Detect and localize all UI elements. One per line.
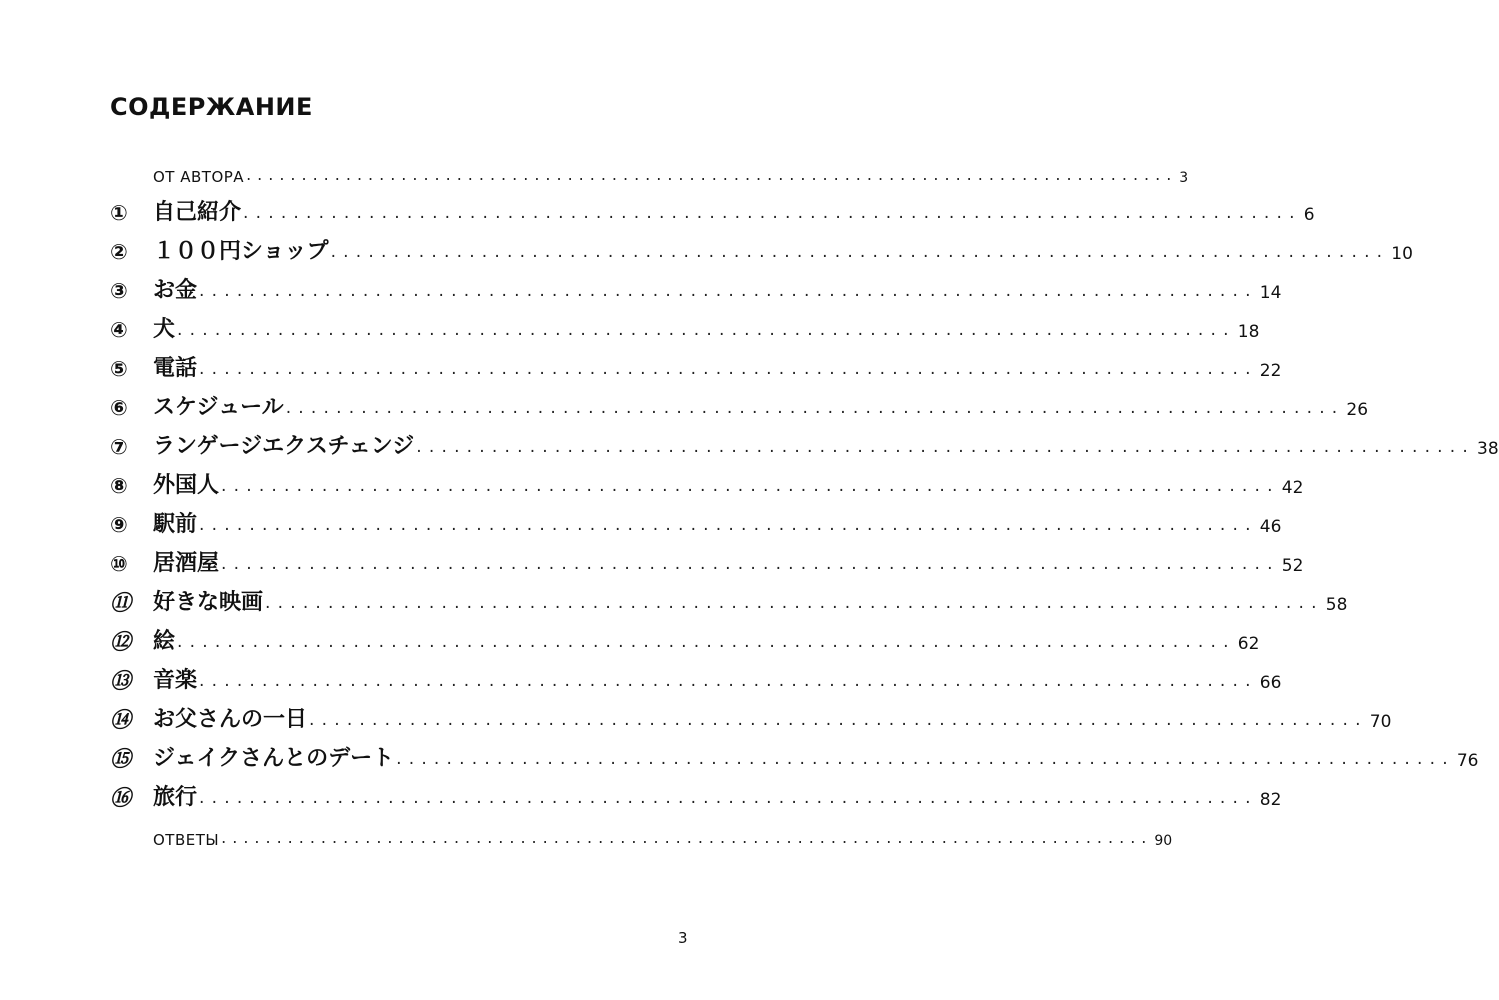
entry-title: 居酒屋: [153, 551, 220, 576]
dot-leader: ....................................................................................: [221, 828, 1153, 847]
entry-title: ОТВЕТЫ: [153, 831, 220, 849]
dot-leader: ....................................................................................: [285, 398, 1345, 418]
entry-page: 6: [1303, 205, 1315, 225]
entry-page: 82: [1259, 790, 1282, 810]
dot-leader: ....................................................................................: [199, 515, 1258, 535]
entry-title: 犬: [153, 317, 176, 342]
entry-title: 音楽: [153, 668, 198, 693]
page-number: 3: [678, 929, 688, 947]
toc-entry[interactable]: [110, 152, 1189, 191]
entry-page: 22: [1259, 361, 1282, 381]
entry-page: 26: [1346, 400, 1369, 420]
entry-title: 自己紹介: [153, 200, 242, 225]
entry-number: ⑧: [110, 474, 128, 498]
dot-leader: ....................................................................................: [177, 632, 1236, 652]
entry-number: ⑨: [110, 513, 128, 537]
toc-entry[interactable]: [110, 347, 1282, 386]
toc-entry[interactable]: [110, 464, 1304, 503]
toc-entry[interactable]: [110, 386, 1369, 425]
dot-leader: ....................................................................................: [309, 710, 1368, 730]
entry-page: 90: [1154, 833, 1173, 849]
entry-title: お金: [153, 278, 198, 303]
entry-title: １００円ショップ: [153, 239, 329, 264]
entry-title: スケジュール: [153, 395, 284, 420]
entry-page: 46: [1259, 517, 1282, 537]
entry-number: ⑦: [110, 435, 128, 459]
entry-title: 電話: [153, 356, 198, 381]
dot-leader: ....................................................................................: [396, 749, 1455, 769]
toc-entry[interactable]: [110, 230, 1413, 269]
entry-page: 66: [1259, 673, 1282, 693]
page-title: СОДЕРЖАНИЕ: [110, 93, 313, 121]
entry-title: 駅前: [153, 512, 198, 537]
table-of-contents: [110, 152, 1499, 854]
entry-title: 絵: [153, 629, 176, 654]
dot-leader: ....................................................................................: [265, 593, 1324, 613]
entry-number: ⑪: [110, 591, 131, 615]
entry-page: 3: [1179, 170, 1189, 186]
entry-title: ランゲージエクスチェンジ: [153, 434, 415, 459]
toc-entry[interactable]: [110, 737, 1479, 776]
entry-title: 外国人: [153, 473, 220, 498]
dot-leader: ....................................................................................: [199, 671, 1258, 691]
dot-leader: ....................................................................................: [243, 203, 1302, 223]
toc-entry[interactable]: [110, 191, 1315, 230]
entry-title: 旅行: [153, 785, 198, 810]
entry-page: 58: [1325, 595, 1348, 615]
entry-number: ⑩: [110, 552, 128, 576]
toc-entry[interactable]: [110, 581, 1348, 620]
entry-title: 好きな映画: [153, 590, 264, 615]
toc-entry[interactable]: [110, 698, 1392, 737]
toc-entry[interactable]: [110, 425, 1499, 464]
dot-leader: ....................................................................................: [177, 320, 1236, 340]
entry-number: ⑭: [110, 708, 131, 732]
entry-number: ⑥: [110, 396, 128, 420]
dot-leader: ....................................................................................: [199, 788, 1258, 808]
dot-leader: ....................................................................................: [330, 242, 1390, 262]
entry-number: ①: [110, 201, 128, 225]
toc-entry[interactable]: [110, 815, 1173, 854]
entry-page: 76: [1456, 751, 1479, 771]
dot-leader: ....................................................................................: [221, 554, 1280, 574]
toc-entry[interactable]: [110, 542, 1304, 581]
entry-page: 70: [1369, 712, 1392, 732]
entry-page: 52: [1281, 556, 1304, 576]
entry-page: 10: [1391, 244, 1413, 264]
entry-page: 38: [1477, 439, 1499, 459]
toc-entry[interactable]: [110, 269, 1282, 308]
dot-leader: ....................................................................................: [199, 359, 1258, 379]
entry-number: ⑯: [110, 786, 131, 810]
toc-entry[interactable]: [110, 659, 1282, 698]
toc-entry[interactable]: [110, 620, 1260, 659]
entry-page: 62: [1237, 634, 1260, 654]
toc-entry[interactable]: [110, 503, 1282, 542]
toc-entry[interactable]: [110, 776, 1282, 815]
entry-number: ⑬: [110, 669, 131, 693]
entry-number: ⑤: [110, 357, 128, 381]
entry-number: ③: [110, 279, 128, 303]
entry-page: 42: [1281, 478, 1304, 498]
dot-leader: ....................................................................................: [246, 165, 1178, 184]
dot-leader: ....................................................................................: [221, 476, 1280, 496]
entry-number: ⑮: [110, 747, 131, 771]
entry-number: ④: [110, 318, 128, 342]
entry-number: ②: [110, 240, 128, 264]
entry-title: ジェイクさんとのデート: [153, 746, 395, 771]
toc-entry[interactable]: [110, 308, 1260, 347]
entry-title: お父さんの一日: [153, 707, 308, 732]
dot-leader: ....................................................................................: [416, 437, 1475, 457]
dot-leader: ....................................................................................: [199, 281, 1258, 301]
entry-number: ⑫: [110, 630, 131, 654]
entry-page: 18: [1237, 322, 1260, 342]
entry-title: ОТ АВТОРА: [153, 168, 245, 186]
entry-page: 14: [1259, 283, 1282, 303]
